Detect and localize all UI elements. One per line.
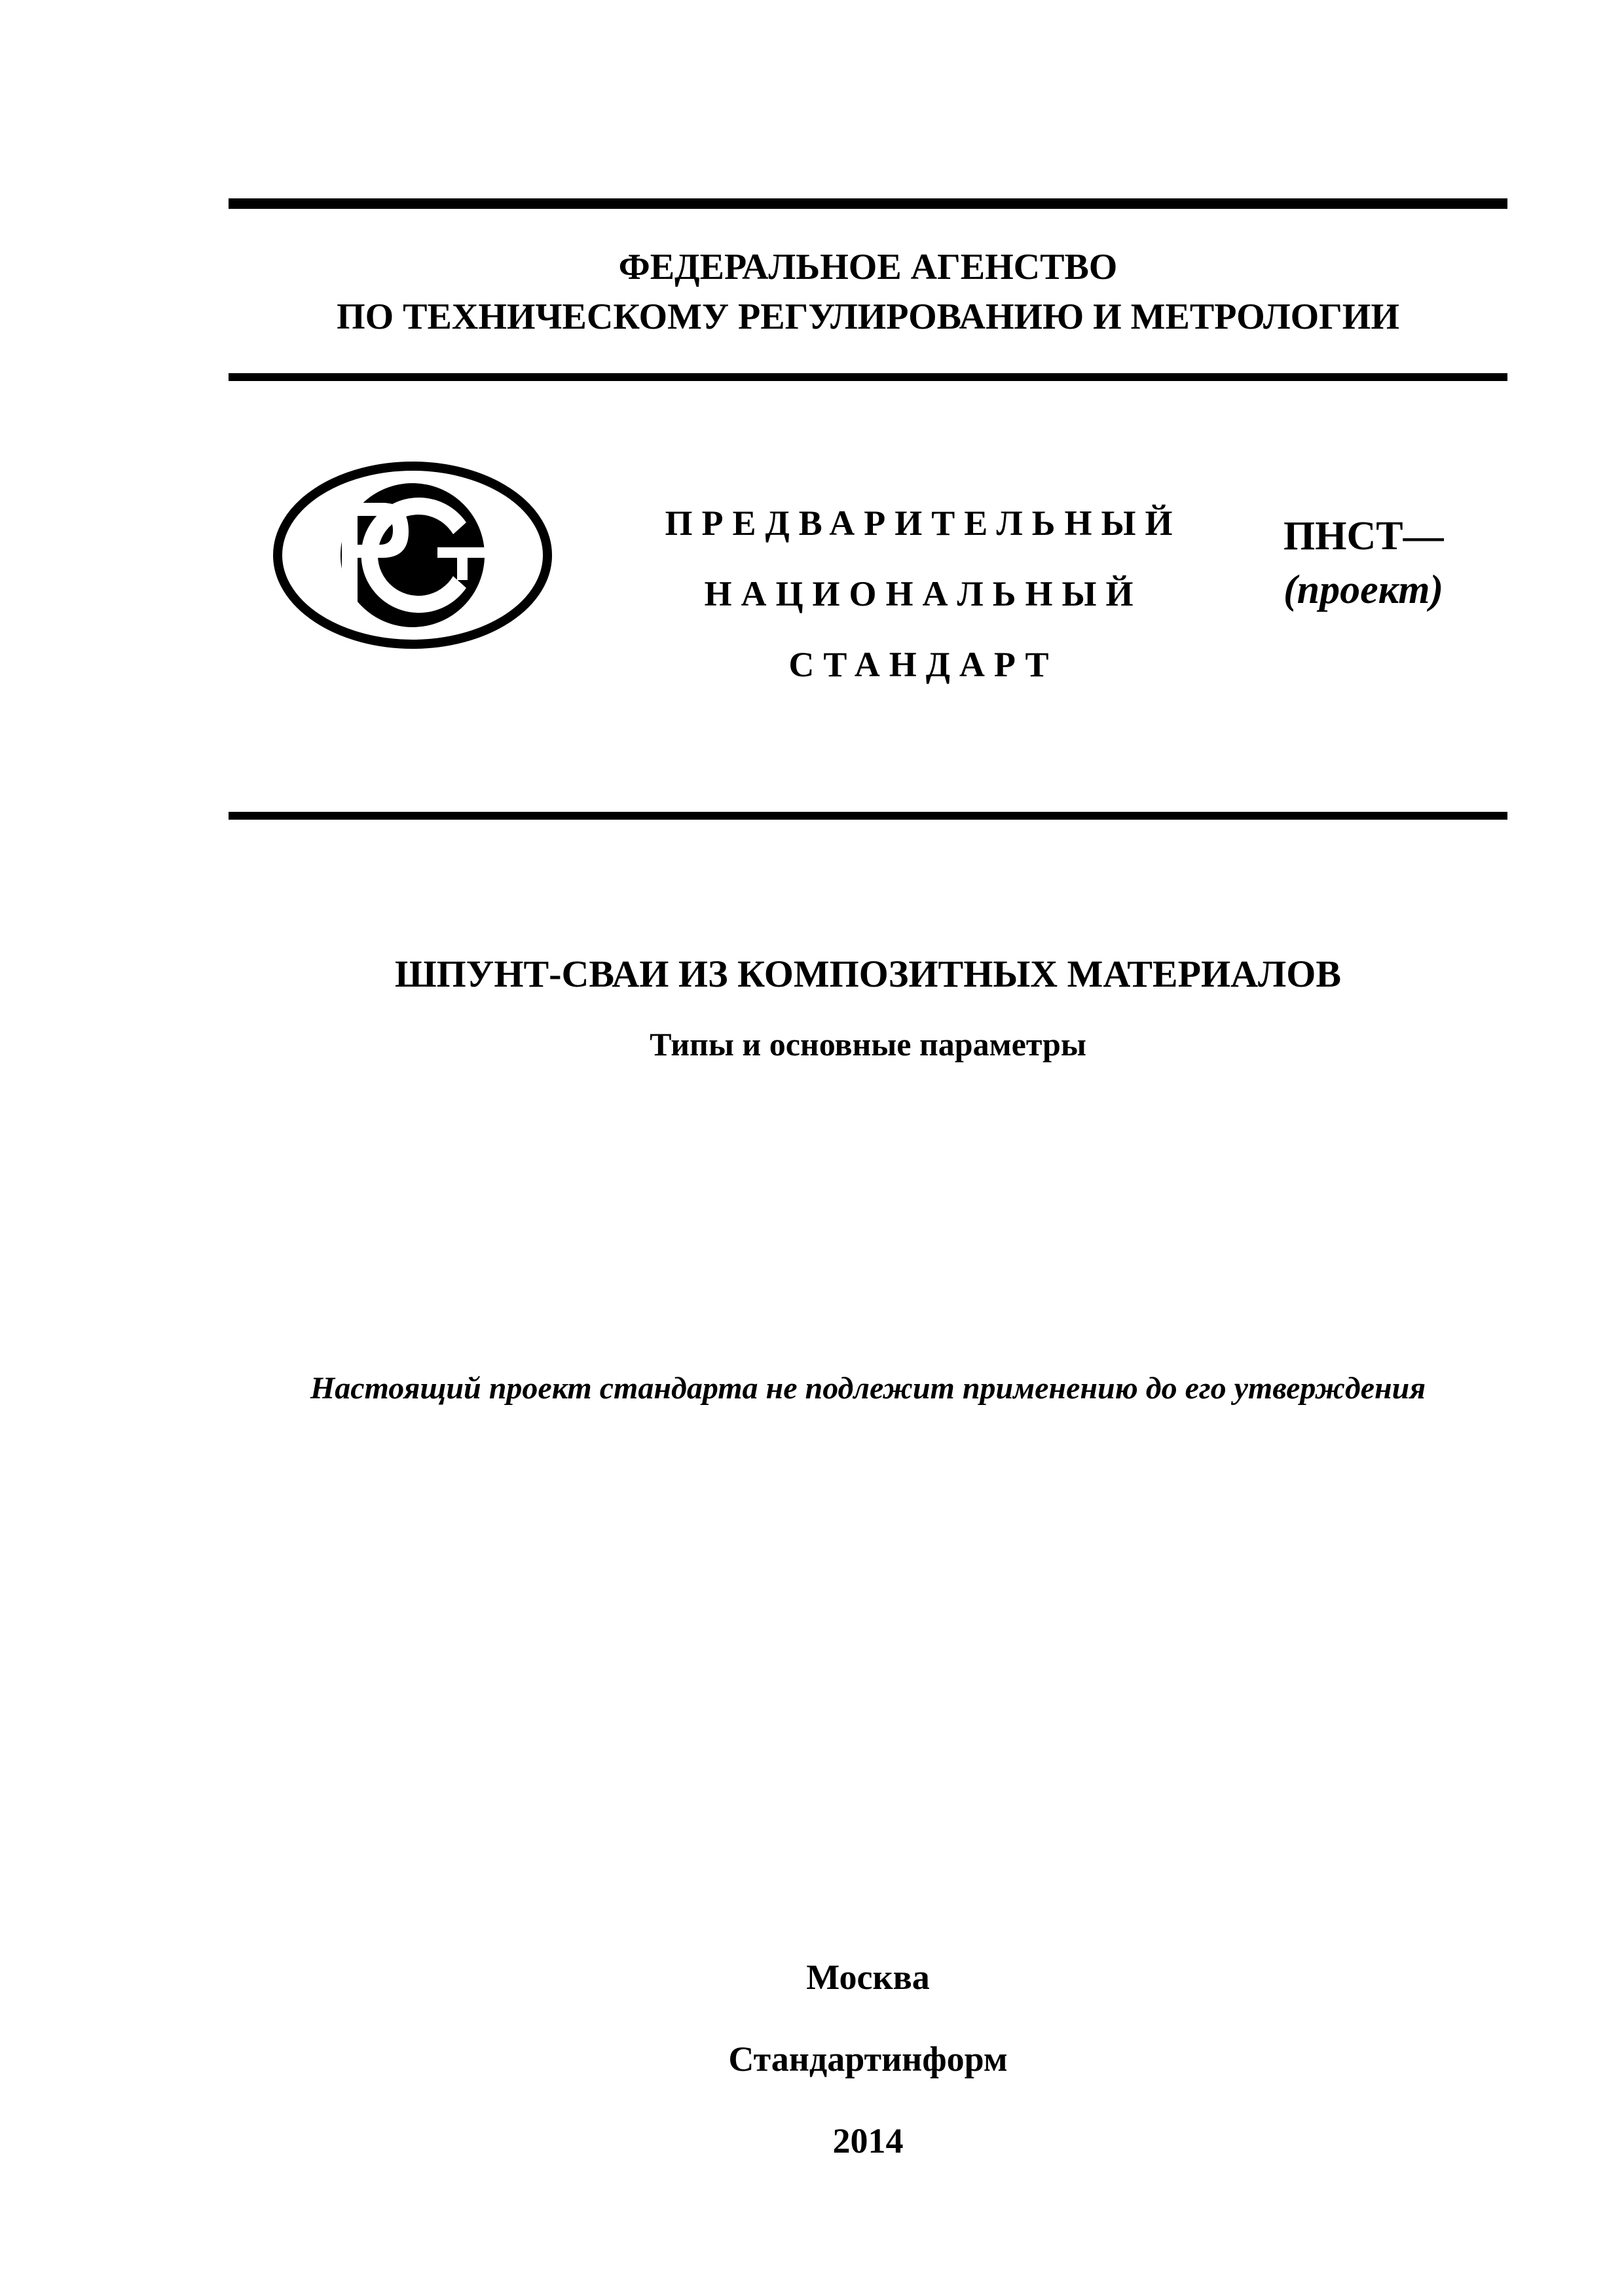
agency-name-line-2: ПО ТЕХНИЧЕСКОМУ РЕГУЛИРОВАНИЮ И МЕТРОЛОГИИ — [337, 297, 1399, 337]
agency-name-line-1: ФЕДЕРАЛЬНОЕ АГЕНСТВО — [618, 247, 1118, 287]
standard-kind — [629, 488, 1218, 700]
standard-kind-line-1: ПРЕДВАРИТЕЛЬНЫЙ — [665, 503, 1182, 543]
imprint — [229, 1937, 1507, 2182]
imprint-publisher: Стандартинформ — [728, 2039, 1008, 2079]
header-bottom-rule — [229, 373, 1507, 381]
top-thick-rule — [229, 198, 1507, 209]
draft-status: (проект) — [1283, 568, 1444, 612]
standard-kind-line-2: НАЦИОНАЛЬНЫЙ — [704, 574, 1143, 613]
imprint-city: Москва — [806, 1958, 930, 1997]
imprint-year: 2014 — [832, 2121, 904, 2160]
rst-logo-icon — [270, 458, 555, 652]
draft-notice: Настоящий проект стандарта не подлежит применению до его утверждения — [310, 1371, 1426, 1406]
middle-rule — [229, 812, 1507, 820]
document-subtitle: Типы и основные параметры — [650, 1026, 1086, 1063]
agency-header — [229, 242, 1507, 342]
standard-designation: ПНСТ— — [1283, 514, 1444, 558]
document-title: ШПУНТ-СВАИ ИЗ КОМПОЗИТНЫХ МАТЕРИАЛОВ — [394, 953, 1342, 995]
standard-kind-line-3: СТАНДАРТ — [788, 645, 1058, 684]
standard-code — [1283, 509, 1480, 617]
